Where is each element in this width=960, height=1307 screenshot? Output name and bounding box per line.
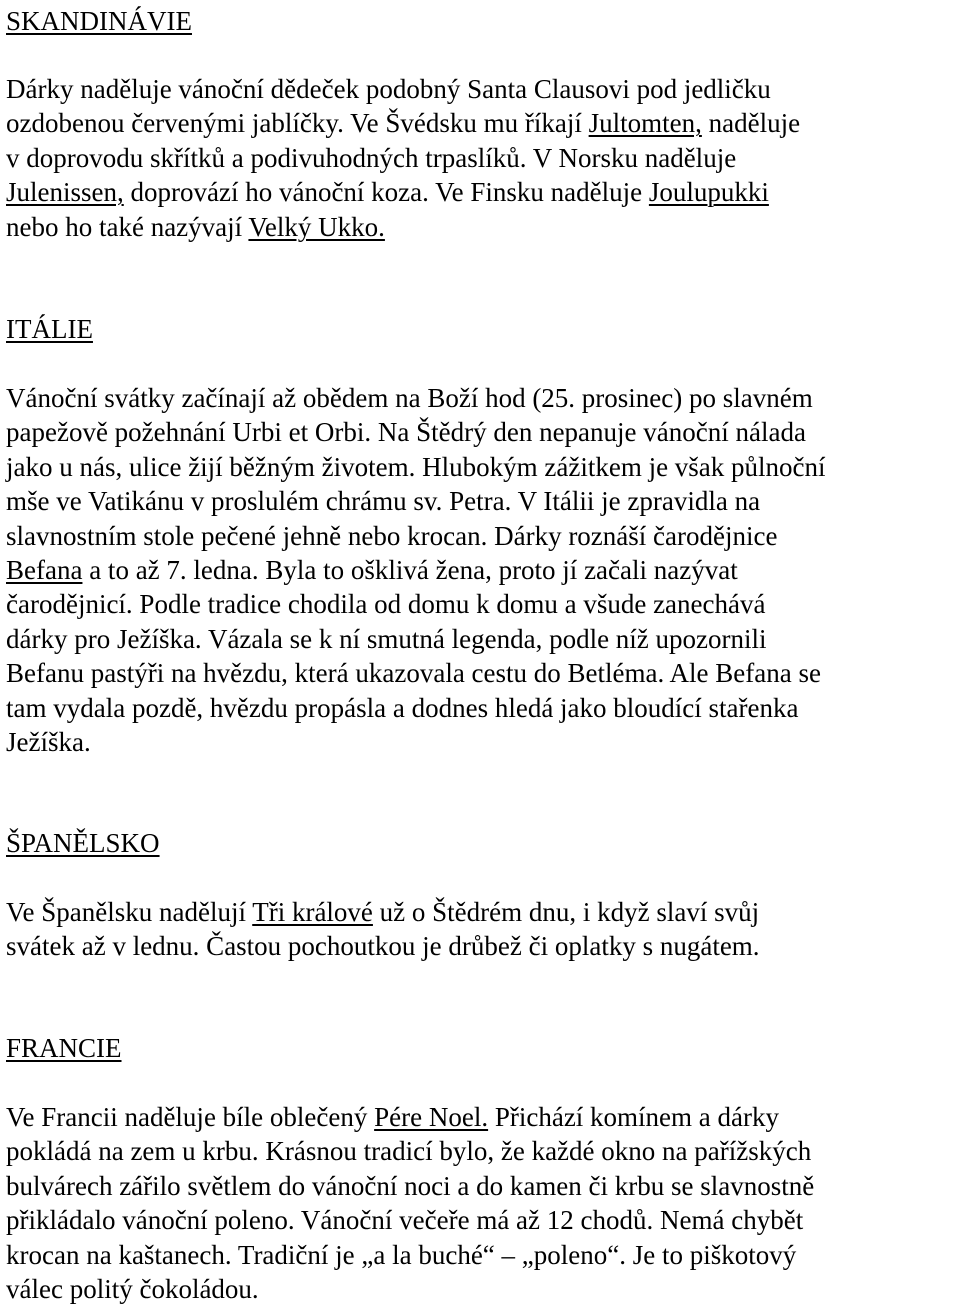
paragraph-spain [6, 895, 960, 964]
text-line: pokládá na zem u krbu. Krásnou tradicí bylo, že každé okno na pařížských [6, 1136, 812, 1167]
paragraph-france [6, 1100, 960, 1306]
text-line: Ve Španělsku nadělují Tři králové už o Štědrém dnu, i když slaví svůj [6, 897, 760, 927]
term-tri-kralove: Tři králové [252, 897, 373, 927]
text-line: papežově požehnání Urbi et Orbi. Na Štědrý den nepanuje vánoční nálada [6, 417, 806, 448]
text-line: v doprovodu skřítků a podivuhodných trpaslíků. V Norsku naděluje [6, 142, 737, 173]
text-line: mše ve Vatikánu v proslulém chrámu sv. Petra. V Itálii je zpravidla na [6, 486, 761, 517]
term-julenissen: Julenissen, [6, 177, 124, 208]
text-line: ozdobenou červenými jablíčky. Ve Švédsku mu říkají Jultomten, naděluje [6, 108, 801, 139]
term-joulupukki: Joulupukki [648, 177, 769, 208]
text-line: svátek až v lednu. Častou pochoutkou je drůbež či oplatky s nugátem. [6, 931, 760, 962]
text-line: Befana a to až 7. ledna. Byla to ošklivá žena, proto jí začali nazývat [6, 554, 738, 585]
term-pere-noel: Pére Noel. [374, 1102, 489, 1132]
text-line: krocan na kaštanech. Tradiční je „a la buché“ – „poleno“. Je to piškotový [6, 1239, 797, 1270]
text-line: nebo ho také nazývají Velký Ukko. [6, 211, 385, 242]
text-line: bulvárech zářilo světlem do vánoční noci a do kamen či krbu se slavnostně [6, 1170, 815, 1201]
text-line: čarodějnicí. Podle tradice chodila od domu k domu a všude zanechává [6, 589, 766, 620]
heading-spain: ŠPANĚLSKO [6, 828, 160, 858]
text-line: Befanu pastýři na hvězdu, která ukazovala cestu do Betléma. Ale Befana se [6, 658, 821, 689]
heading-france: FRANCIE [6, 1033, 122, 1063]
text-line: přikládalo vánoční poleno. Vánoční večeře má až 12 chodů. Nemá chybět [6, 1205, 804, 1236]
text-line: slavnostním stole pečené jehně nebo krocan. Dárky roznáší čarodějnice [6, 520, 778, 551]
text-line: Dárky naděluje vánoční dědeček podobný Santa Clausovi pod jedličku [6, 74, 771, 104]
text-line: Ve Francii naděluje bíle oblečený Pére Noel. Přichází komínem a dárky [6, 1102, 780, 1132]
text-line: Julenissen, doprovází ho vánoční koza. Ve Finsku naděluje Joulupukki [6, 177, 769, 208]
text-line: Ježíška. [6, 726, 91, 757]
term-befana: Befana [6, 554, 83, 585]
text-line: jako u nás, ulice žijí běžným životem. Hlubokým zážitkem je však půlnoční [6, 451, 826, 482]
paragraph-italy [6, 381, 960, 759]
text-line: válec politý čokoládou. [6, 1273, 259, 1304]
heading-italy: ITÁLIE [6, 314, 93, 344]
text-line: dárky pro Ježíška. Vázala se k ní smutná legenda, podle níž upozornili [6, 623, 767, 654]
paragraph-scandinavia [6, 72, 960, 244]
heading-scandinavia: SKANDINÁVIE [6, 6, 192, 36]
text-line: Vánoční svátky začínají až obědem na Boží hod (25. prosinec) po slavném [6, 383, 813, 413]
term-velky-ukko: Velký Ukko. [248, 211, 385, 242]
text-line: tam vydala pozdě, hvězdu propásla a dodnes hledá jako bloudící stařenka [6, 692, 799, 723]
term-jultomten: Jultomten, [588, 108, 702, 139]
